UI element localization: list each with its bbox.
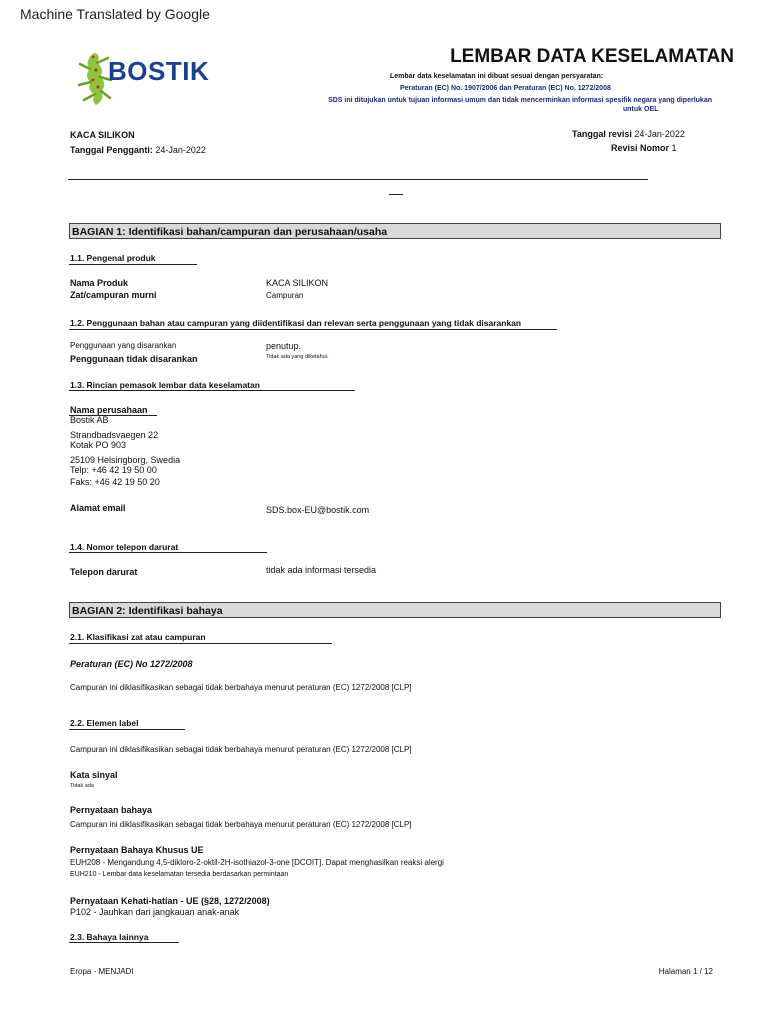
label-elements-text: Campuran ini diklasifikasikan sebagai tidak berbahaya menurut peraturan (EC) 1272/2008 [CLP]	[70, 745, 412, 754]
subsection-2-1-title: 2.1. Klasifikasi zat atau campuran	[70, 632, 206, 642]
replacement-date	[70, 145, 206, 155]
header-rule	[68, 179, 648, 180]
page-number: Halaman 1 / 12	[658, 967, 713, 976]
emergency-phone-label: Telepon darurat	[70, 567, 138, 577]
header-line-4: untuk OEL	[623, 106, 659, 113]
revision-number	[611, 143, 677, 153]
document-title: LEMBAR DATA KESELAMATAN	[450, 46, 734, 67]
subsection-1-1-underline	[69, 264, 197, 265]
not-recommended-label: Penggunaan tidak disarankan	[70, 354, 198, 364]
email-label: Alamat email	[70, 503, 126, 513]
logo-text: BOSTIK	[108, 56, 210, 86]
revision-number-value: 1	[671, 143, 677, 153]
emergency-phone-value: tidak ada informasi tersedia	[266, 565, 377, 575]
phone: Telp: +46 42 19 50 00	[70, 465, 157, 475]
hazard-statement-label: Pernyataan bahaya	[70, 805, 153, 815]
product-name-value: KACA SILIKON	[266, 278, 329, 288]
subsection-1-2-underline	[69, 329, 557, 330]
signal-word-value: Tidak ada	[70, 783, 94, 789]
recommended-use-value: penutup.	[266, 341, 302, 351]
euh210-text: EUH210 - Lembar data keselamatan tersedia berdasarkan permintaan	[70, 871, 289, 878]
header-line-1: Lembar data keselamatan ini dibuat sesuai dengan persyaratan:	[390, 73, 604, 80]
footer-left: Eropa - MENJADI	[70, 967, 134, 976]
section-2-header: BAGIAN 2: Identifikasi bahaya	[69, 602, 721, 618]
replacement-date-label: Tanggal Pengganti:	[70, 145, 153, 155]
subsection-2-3-underline	[69, 942, 179, 943]
subsection-2-2-title: 2.2. Elemen label	[70, 718, 139, 728]
revision-number-label: Revisi Nomor	[611, 143, 670, 153]
classification-text: Campuran ini diklasifikasikan sebagai tidak berbahaya menurut peraturan (EC) 1272/2008 [CLP]	[70, 683, 412, 692]
header-line-2: Peraturan (EC) No. 1907/2006 dan Peraturan (EC) No. 1272/2008	[400, 85, 611, 92]
address-line-1: Strandbadsvaegen 22	[70, 430, 159, 440]
subsection-1-4-title: 1.4. Nomor telepon darurat	[70, 542, 179, 552]
section-1-header: BAGIAN 1: Identifikasi bahan/campuran dan perusahaan/usaha	[69, 223, 721, 239]
company-label: Nama perusahaan	[70, 405, 148, 415]
eu-hazard-label: Pernyataan Bahaya Khusus UE	[70, 845, 204, 855]
hazard-statement-text: Campuran ini diklasifikasikan sebagai tidak berbahaya menurut peraturan (EC) 1272/2008 [CLP]	[70, 820, 412, 829]
translation-banner: Machine Translated by Google	[20, 6, 210, 22]
substance-value: Campuran	[266, 291, 304, 300]
product-name-header: KACA SILIKON	[70, 130, 135, 140]
subsection-2-1-underline	[69, 643, 332, 644]
recommended-use-label: Penggunaan yang disarankan	[70, 341, 177, 350]
subsection-1-4-underline	[69, 552, 267, 553]
replacement-date-value: 24-Jan-2022	[155, 145, 206, 155]
subsection-1-3-underline	[69, 390, 355, 391]
not-recommended-value: Tidak ada yang diketahui.	[266, 354, 329, 360]
address-line-2: Kotak PO 903	[70, 440, 127, 450]
fax: Faks: +46 42 19 50 20	[70, 477, 160, 487]
subsection-2-2-underline	[69, 729, 185, 730]
header-line-3: SDS ini ditujukan untuk tujuan informasi umum dan tidak mencerminkan informasi spesifik negara yang diperlukan	[328, 97, 712, 104]
revision-date-label: Tanggal revisi	[572, 129, 632, 139]
address-line-3: 25109 Helsingborg, Swedia	[70, 455, 181, 465]
product-name-label: Nama Produk	[70, 278, 129, 288]
company-name: Bostik AB	[70, 415, 109, 425]
regulation-heading: Peraturan (EC) No 1272/2008	[70, 659, 193, 669]
email-link[interactable]: SDS.box-EU@bostik.com	[266, 505, 370, 515]
header-rule-short	[389, 194, 403, 195]
subsection-2-3-title: 2.3. Bahaya lainnya	[70, 932, 149, 942]
precaution-text: P102 - Jauhkan dari jangkauan anak-anak	[70, 907, 240, 917]
subsection-1-3-title: 1.3. Rincian pemasok lembar data keselamatan	[70, 380, 260, 390]
revision-date	[572, 129, 685, 139]
euh208-text: EUH208 - Mengandung 4,5-dikloro-2-oktil-2H-isothiazol-3-one [DCOIT]. Dapat menghasilkan reaksi alergi	[70, 858, 444, 867]
subsection-1-1-title: 1.1. Pengenal produk	[70, 253, 156, 263]
revision-date-value: 24-Jan-2022	[634, 129, 685, 139]
subsection-1-2-title: 1.2. Penggunaan bahan atau campuran yang diidentifikasi dan relevan serta penggunaan yang tidak disarankan	[70, 318, 522, 328]
precaution-label: Pernyataan Kehati-hatian - UE (§28, 1272/2008)	[70, 896, 270, 906]
bostik-logo	[72, 50, 232, 108]
substance-label: Zat/campuran murni	[70, 290, 157, 300]
signal-word-label: Kata sinyal	[70, 770, 118, 780]
